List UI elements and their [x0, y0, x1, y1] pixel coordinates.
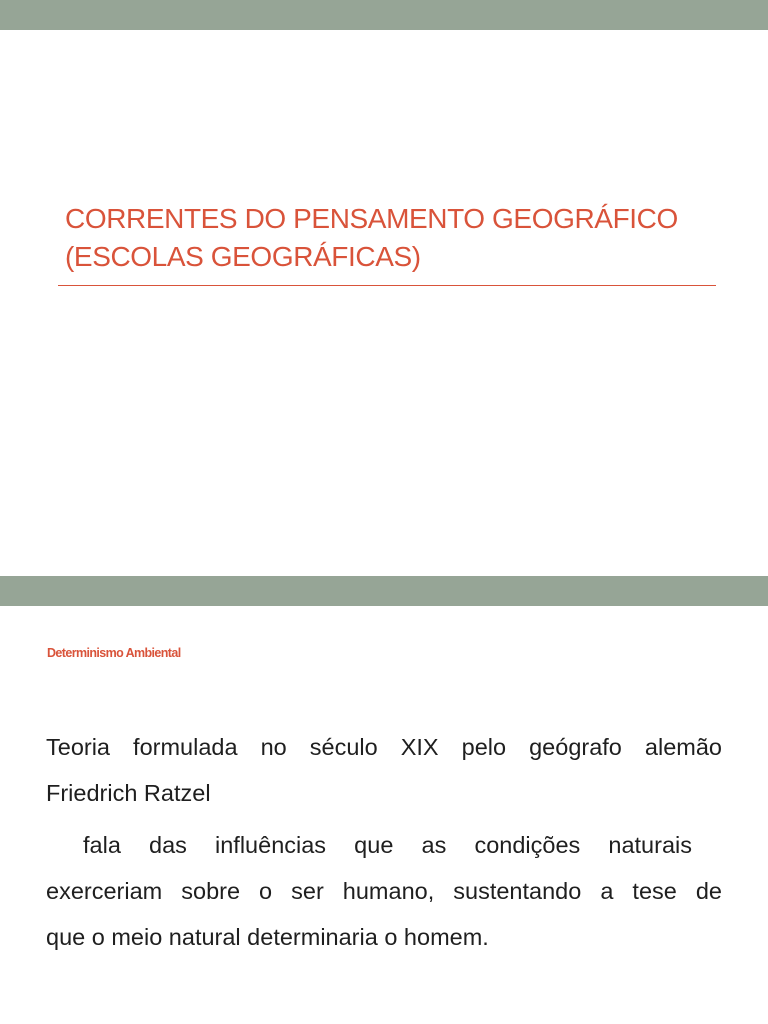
slide-title [65, 200, 745, 276]
slide-title-line-1: CORRENTES DO PENSAMENTO GEOGRÁFICO [65, 203, 678, 234]
slide-2 [0, 576, 768, 1024]
paragraph-1-line-2: Friedrich Ratzel [46, 780, 211, 806]
body-paragraph-1 [46, 724, 722, 816]
slide-top-band [0, 0, 768, 30]
section-heading: Determinismo Ambiental [47, 646, 181, 660]
paragraph-2-line-2: exerceriam sobre o ser humano, sustentando a tese de [46, 878, 722, 904]
paragraph-2-line-3: que o meio natural determinaria o homem. [46, 924, 489, 950]
paragraph-1-line-1: Teoria formulada no século XIX pelo geógrafo alemão [46, 734, 722, 760]
body-paragraph-2 [46, 822, 722, 960]
slide-top-band [0, 576, 768, 606]
paragraph-2-line-1: fala das influências que as condições naturais [83, 832, 692, 858]
slide-title-line-2: (ESCOLAS GEOGRÁFICAS) [65, 241, 421, 272]
title-divider [58, 285, 716, 286]
